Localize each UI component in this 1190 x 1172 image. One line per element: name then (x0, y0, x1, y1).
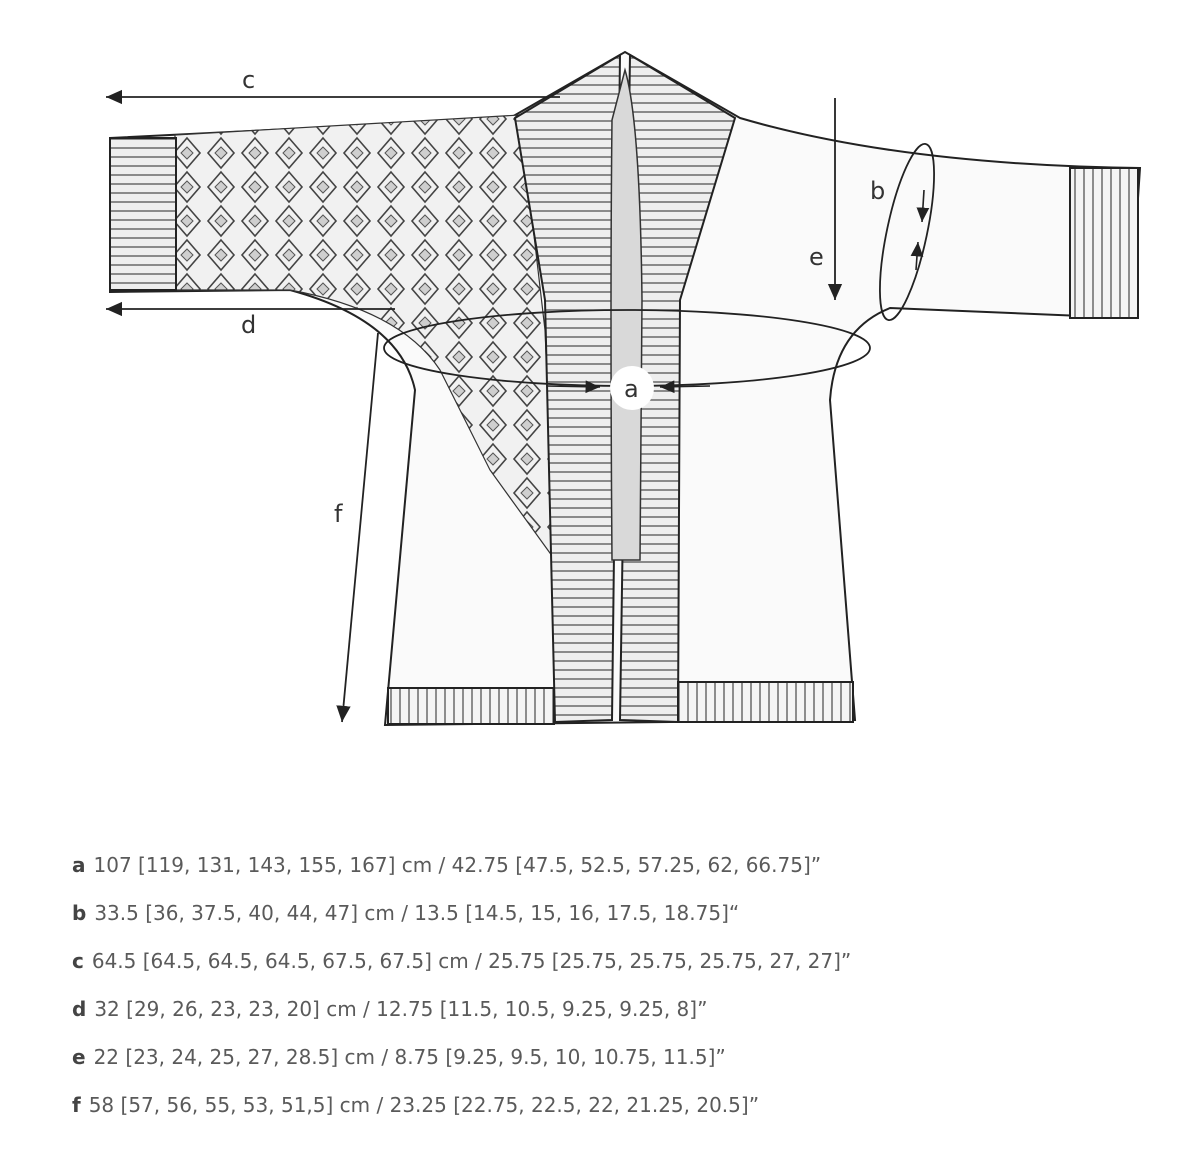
measurements-list (72, 848, 851, 1136)
measurement-row-f (72, 1088, 851, 1136)
right-cuff-ribbing (1070, 168, 1138, 318)
measurement-value: 64.5 [64.5, 64.5, 64.5, 67.5, 67.5] cm / 25.75 [25.75, 25.75, 25.75, 27, 27]” (91, 949, 852, 973)
label-f: f (334, 500, 343, 528)
measurement-row-d (72, 992, 851, 1040)
measurement-key: b (72, 901, 87, 925)
measurement-key: e (72, 1045, 86, 1069)
measure-line-f (342, 333, 378, 722)
left-cuff-ribbing (110, 138, 176, 290)
label-a: a (624, 375, 639, 403)
measurement-key: a (72, 853, 86, 877)
left-hem-ribbing (388, 688, 554, 724)
measurement-value: 32 [29, 26, 23, 23, 20] cm / 12.75 [11.5, 10.5, 9.25, 9.25, 8]” (94, 997, 708, 1021)
measurement-row-c (72, 944, 851, 992)
measurement-value: 58 [57, 56, 55, 53, 51,5] cm / 23.25 [22.75, 22.5, 22, 21.25, 20.5]” (88, 1093, 760, 1117)
measurement-key: d (72, 997, 87, 1021)
measurement-value: 107 [119, 131, 143, 155, 167] cm / 42.75 [47.5, 52.5, 57.25, 62, 66.75]” (93, 853, 822, 877)
label-d: d (241, 311, 257, 339)
label-b: b (870, 177, 886, 205)
label-c: c (242, 66, 256, 94)
measurement-row-b (72, 896, 851, 944)
measurement-row-a (72, 848, 851, 896)
measurement-key: c (72, 949, 84, 973)
measurement-value: 33.5 [36, 37.5, 40, 44, 47] cm / 13.5 [14.5, 15, 16, 17.5, 18.75]“ (94, 901, 740, 925)
right-hem-ribbing (678, 682, 853, 722)
measurement-row-e (72, 1040, 851, 1088)
measurement-key: f (72, 1093, 81, 1117)
label-e: e (809, 243, 824, 271)
measurement-value: 22 [23, 24, 25, 27, 28.5] cm / 8.75 [9.25, 9.5, 10, 10.75, 11.5]” (93, 1045, 726, 1069)
